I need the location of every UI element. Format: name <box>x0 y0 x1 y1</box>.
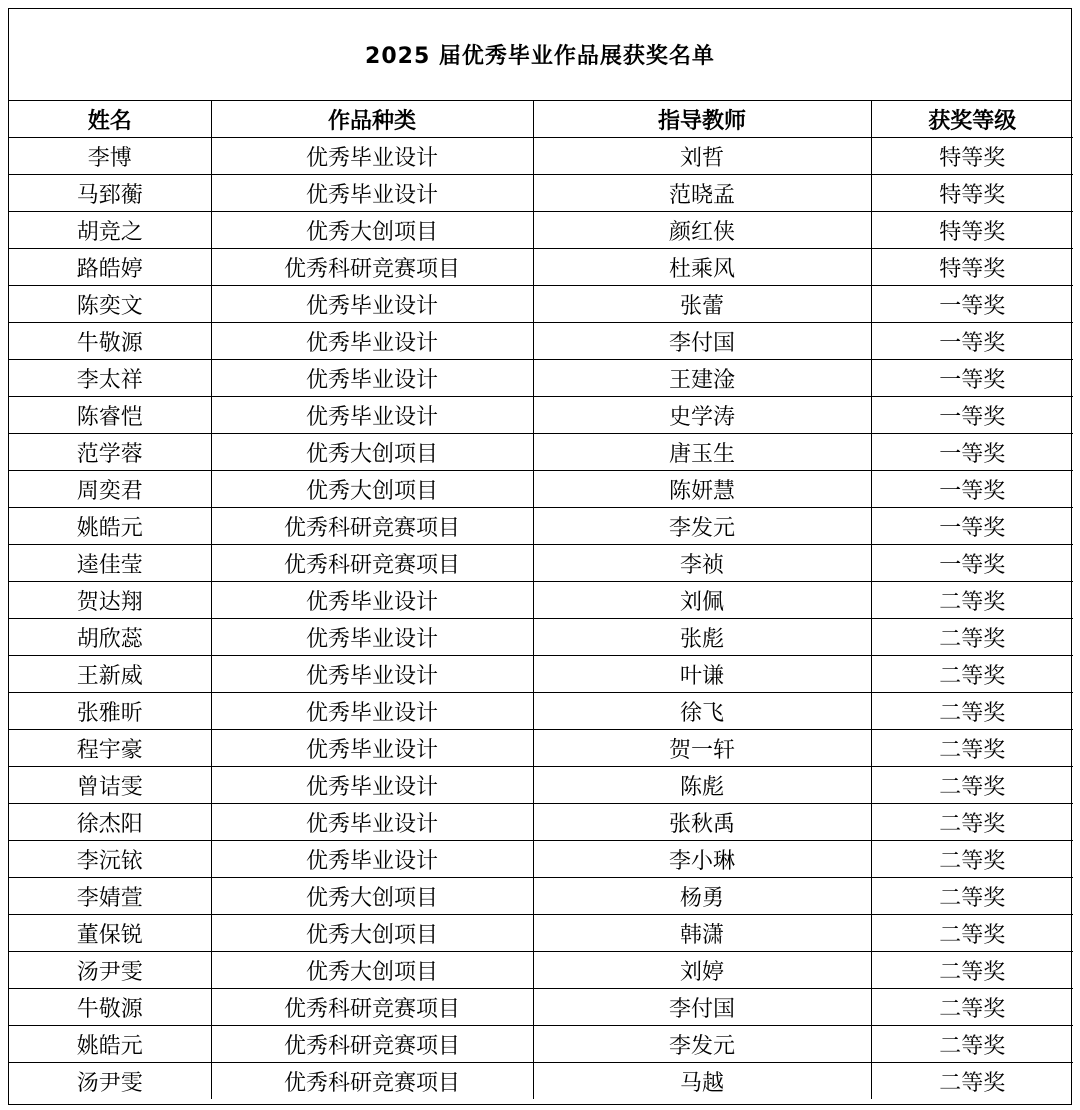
cell-work-type: 优秀毕业设计 <box>211 656 533 693</box>
column-header-work-type: 作品种类 <box>211 101 533 138</box>
cell-name: 张雅昕 <box>9 693 211 730</box>
cell-award-level: 一等奖 <box>871 471 1073 508</box>
cell-advisor: 陈彪 <box>533 767 871 804</box>
cell-award-level: 二等奖 <box>871 619 1073 656</box>
cell-name: 马郅蘅 <box>9 175 211 212</box>
table-row <box>9 767 1073 804</box>
cell-award-level: 二等奖 <box>871 989 1073 1026</box>
cell-name: 李婧萱 <box>9 878 211 915</box>
table-row <box>9 434 1073 471</box>
cell-award-level: 一等奖 <box>871 397 1073 434</box>
cell-award-level: 二等奖 <box>871 1063 1073 1100</box>
cell-award-level: 一等奖 <box>871 434 1073 471</box>
cell-name: 徐杰阳 <box>9 804 211 841</box>
cell-award-level: 特等奖 <box>871 212 1073 249</box>
cell-name: 姚皓元 <box>9 1026 211 1063</box>
cell-award-level: 二等奖 <box>871 693 1073 730</box>
cell-name: 李博 <box>9 138 211 175</box>
table-row <box>9 175 1073 212</box>
column-header-name: 姓名 <box>9 101 211 138</box>
cell-advisor: 李发元 <box>533 508 871 545</box>
cell-award-level: 二等奖 <box>871 915 1073 952</box>
award-table <box>9 101 1073 1099</box>
cell-name: 汤尹雯 <box>9 952 211 989</box>
column-header-advisor: 指导教师 <box>533 101 871 138</box>
cell-name: 曾诘雯 <box>9 767 211 804</box>
table-row <box>9 619 1073 656</box>
cell-name: 逵佳莹 <box>9 545 211 582</box>
cell-work-type: 优秀大创项目 <box>211 915 533 952</box>
cell-work-type: 优秀毕业设计 <box>211 693 533 730</box>
table-row <box>9 545 1073 582</box>
cell-advisor: 范晓孟 <box>533 175 871 212</box>
cell-advisor: 李小琳 <box>533 841 871 878</box>
cell-name: 胡欣蕊 <box>9 619 211 656</box>
table-row <box>9 508 1073 545</box>
cell-work-type: 优秀毕业设计 <box>211 175 533 212</box>
cell-award-level: 二等奖 <box>871 730 1073 767</box>
cell-award-level: 二等奖 <box>871 952 1073 989</box>
table-header-row <box>9 101 1073 138</box>
cell-work-type: 优秀毕业设计 <box>211 582 533 619</box>
cell-work-type: 优秀大创项目 <box>211 471 533 508</box>
cell-name: 陈奕文 <box>9 286 211 323</box>
cell-name: 陈睿恺 <box>9 397 211 434</box>
cell-advisor: 徐飞 <box>533 693 871 730</box>
cell-work-type: 优秀大创项目 <box>211 952 533 989</box>
cell-work-type: 优秀科研竞赛项目 <box>211 989 533 1026</box>
cell-work-type: 优秀毕业设计 <box>211 804 533 841</box>
cell-work-type: 优秀科研竞赛项目 <box>211 249 533 286</box>
table-row <box>9 952 1073 989</box>
cell-award-level: 二等奖 <box>871 656 1073 693</box>
table-row <box>9 841 1073 878</box>
cell-award-level: 特等奖 <box>871 138 1073 175</box>
cell-advisor: 杨勇 <box>533 878 871 915</box>
cell-advisor: 李祯 <box>533 545 871 582</box>
cell-work-type: 优秀大创项目 <box>211 212 533 249</box>
table-row <box>9 138 1073 175</box>
cell-award-level: 特等奖 <box>871 249 1073 286</box>
cell-advisor: 李付国 <box>533 989 871 1026</box>
table-row <box>9 249 1073 286</box>
cell-name: 程宇豪 <box>9 730 211 767</box>
cell-award-level: 二等奖 <box>871 878 1073 915</box>
cell-work-type: 优秀毕业设计 <box>211 286 533 323</box>
cell-work-type: 优秀毕业设计 <box>211 767 533 804</box>
cell-name: 董保锐 <box>9 915 211 952</box>
cell-advisor: 叶谦 <box>533 656 871 693</box>
cell-award-level: 一等奖 <box>871 360 1073 397</box>
page-title: 2025 届优秀毕业作品展获奖名单 <box>9 9 1071 101</box>
cell-advisor: 杜乘风 <box>533 249 871 286</box>
table-row <box>9 804 1073 841</box>
cell-advisor: 马越 <box>533 1063 871 1100</box>
cell-name: 路皓婷 <box>9 249 211 286</box>
cell-work-type: 优秀毕业设计 <box>211 619 533 656</box>
table-row <box>9 323 1073 360</box>
cell-work-type: 优秀毕业设计 <box>211 360 533 397</box>
cell-award-level: 二等奖 <box>871 804 1073 841</box>
cell-work-type: 优秀科研竞赛项目 <box>211 1026 533 1063</box>
cell-advisor: 唐玉生 <box>533 434 871 471</box>
cell-name: 姚皓元 <box>9 508 211 545</box>
cell-award-level: 二等奖 <box>871 767 1073 804</box>
cell-name: 李沅铱 <box>9 841 211 878</box>
table-body <box>9 138 1073 1100</box>
award-list-sheet <box>8 8 1072 1105</box>
table-row <box>9 360 1073 397</box>
table-row <box>9 397 1073 434</box>
cell-name: 贺达翔 <box>9 582 211 619</box>
cell-advisor: 李付国 <box>533 323 871 360</box>
cell-advisor: 张蕾 <box>533 286 871 323</box>
cell-award-level: 一等奖 <box>871 508 1073 545</box>
cell-advisor: 颜红侠 <box>533 212 871 249</box>
table-row <box>9 286 1073 323</box>
table-row <box>9 1063 1073 1100</box>
cell-award-level: 二等奖 <box>871 1026 1073 1063</box>
cell-name: 王新威 <box>9 656 211 693</box>
table-row <box>9 471 1073 508</box>
cell-advisor: 张秋禹 <box>533 804 871 841</box>
table-row <box>9 1026 1073 1063</box>
cell-award-level: 二等奖 <box>871 582 1073 619</box>
cell-advisor: 王建淦 <box>533 360 871 397</box>
cell-work-type: 优秀科研竞赛项目 <box>211 545 533 582</box>
cell-work-type: 优秀毕业设计 <box>211 323 533 360</box>
table-row <box>9 212 1073 249</box>
column-header-award-level: 获奖等级 <box>871 101 1073 138</box>
table-row <box>9 878 1073 915</box>
cell-advisor: 史学涛 <box>533 397 871 434</box>
cell-name: 李太祥 <box>9 360 211 397</box>
cell-award-level: 二等奖 <box>871 841 1073 878</box>
cell-advisor: 张彪 <box>533 619 871 656</box>
cell-advisor: 韩潇 <box>533 915 871 952</box>
cell-name: 牛敬源 <box>9 989 211 1026</box>
cell-work-type: 优秀科研竞赛项目 <box>211 508 533 545</box>
table-row <box>9 693 1073 730</box>
cell-work-type: 优秀大创项目 <box>211 434 533 471</box>
cell-award-level: 特等奖 <box>871 175 1073 212</box>
cell-advisor: 刘婷 <box>533 952 871 989</box>
cell-award-level: 一等奖 <box>871 286 1073 323</box>
cell-advisor: 李发元 <box>533 1026 871 1063</box>
cell-name: 牛敬源 <box>9 323 211 360</box>
cell-work-type: 优秀大创项目 <box>211 878 533 915</box>
cell-work-type: 优秀毕业设计 <box>211 138 533 175</box>
cell-award-level: 一等奖 <box>871 545 1073 582</box>
cell-advisor: 贺一轩 <box>533 730 871 767</box>
table-row <box>9 989 1073 1026</box>
cell-advisor: 刘哲 <box>533 138 871 175</box>
cell-name: 范学蓉 <box>9 434 211 471</box>
cell-work-type: 优秀毕业设计 <box>211 730 533 767</box>
cell-name: 胡竞之 <box>9 212 211 249</box>
cell-work-type: 优秀科研竞赛项目 <box>211 1063 533 1100</box>
table-row <box>9 730 1073 767</box>
table-row <box>9 656 1073 693</box>
cell-award-level: 一等奖 <box>871 323 1073 360</box>
cell-advisor: 陈妍慧 <box>533 471 871 508</box>
cell-work-type: 优秀毕业设计 <box>211 397 533 434</box>
cell-advisor: 刘佩 <box>533 582 871 619</box>
cell-work-type: 优秀毕业设计 <box>211 841 533 878</box>
cell-name: 周奕君 <box>9 471 211 508</box>
cell-name: 汤尹雯 <box>9 1063 211 1100</box>
table-row <box>9 915 1073 952</box>
table-row <box>9 582 1073 619</box>
